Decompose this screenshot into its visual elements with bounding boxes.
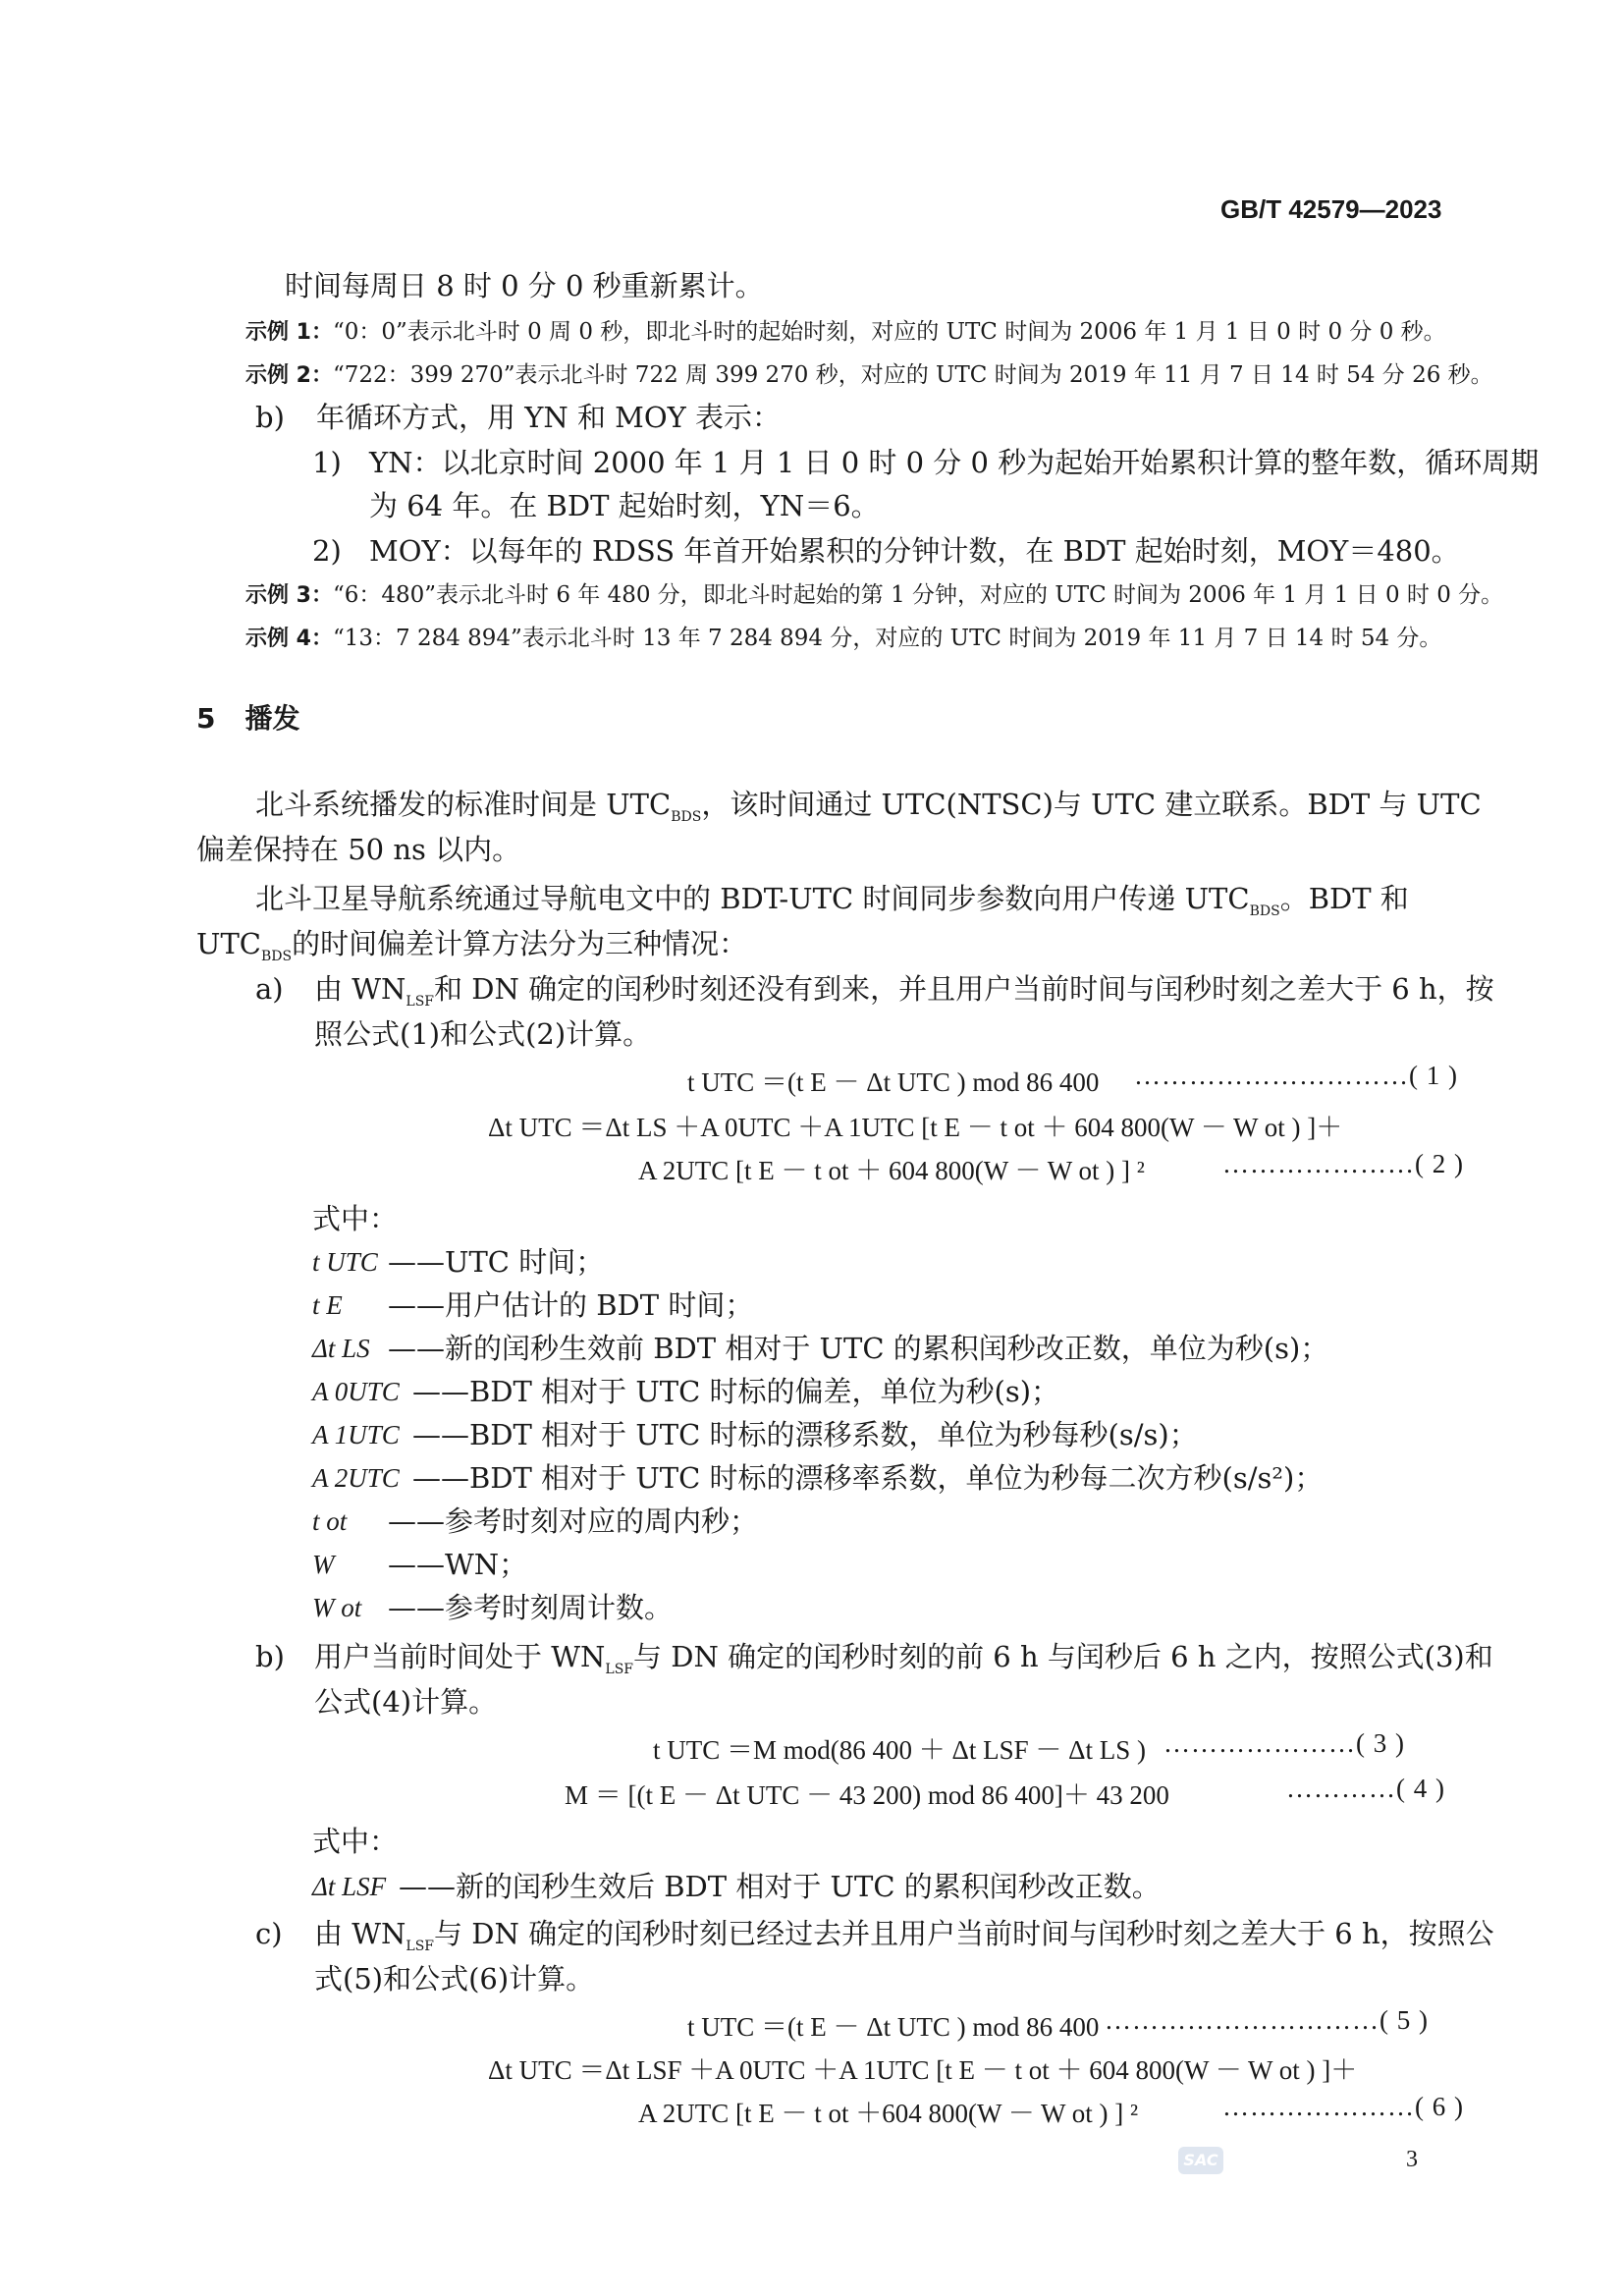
symbol-description: ——WN；: [388, 1548, 528, 1581]
symbol: Δt LSF: [312, 1872, 387, 1901]
paragraph-1-line-1: 北斗系统播发的标准时间是 $UTC_{BDS}$，该时间通过 UTC(NTSC)与 UTC 建立联系。BDT 与 UTC: [255, 788, 1482, 825]
symbol: W: [312, 1550, 335, 1579]
symbol: A 0UTC: [312, 1377, 400, 1406]
symbol-description: ——参考时刻对应的周内秒；: [388, 1504, 759, 1538]
example-text: “13：7 284 894”表示北斗时 13 年 7 284 894 分，对应的 UTC 时间为 2019 年 11 月 7 日 14 时 54 分。: [332, 626, 1442, 651]
formula-4-number: …………( 4 ): [1286, 1774, 1445, 1803]
example-3: [245, 577, 1503, 614]
formula-6-line-2: A 2UTC [t E － t ot ＋604 800(W － W ot ) ] ²: [638, 2099, 1139, 2128]
list-marker-b: b): [255, 1640, 285, 1673]
case-b-line-2: 公式(4)计算。: [314, 1685, 498, 1719]
case-c-line-1: 由 $WN_{LSF}$与 DN 确定的闰秒时刻已经过去并且用户当前时间与闰秒时刻之差大于 6 h，按照公: [314, 1917, 1494, 1954]
formula-6-line-1: Δt UTC ＝Δt LSF ＋A 0UTC ＋A 1UTC [t E － t ot ＋ 604 800(W － W ot ) ]＋: [488, 2055, 1358, 2085]
paragraph-2-line-2: $UTC_{BDS}$的时间偏差计算方法分为三种情况：: [196, 927, 748, 964]
list-marker-a: a): [255, 972, 284, 1006]
formula-3: t UTC ＝M mod(86 400 ＋ Δt LSF － Δt LS ): [653, 1735, 1147, 1765]
symbol: W ot: [312, 1593, 362, 1622]
formula-3-number: …………………( 3 ): [1163, 1728, 1405, 1758]
symbol: t ot: [312, 1506, 348, 1536]
example-text: “6：480”表示北斗时 6 年 480 分，即北斗时起始的第 1 分钟，对应的 UTC 时间为 2006 年 1 月 1 日 0 时 0 分。: [332, 582, 1504, 608]
list-marker-c: c): [255, 1917, 283, 1950]
formula-1: t UTC ＝(t E － Δt UTC ) mod 86 400: [687, 1067, 1100, 1097]
example-4: [245, 621, 1441, 657]
sac-watermark-logo: SAC: [1178, 2147, 1223, 2174]
list-marker-b: b): [255, 401, 285, 434]
moy-line: MOY：以每年的 RDSS 年首开始累积的分钟计数，在 BDT 起始时刻，MOY＝480。: [369, 534, 1460, 568]
symbol-description: ——新的闰秒生效前 BDT 相对于 UTC 的累积闰秒改正数，单位为秒(s)；: [388, 1332, 1329, 1365]
symbol: t E: [312, 1290, 343, 1320]
text-line: 时间每周日 8 时 0 分 0 秒重新累计。: [285, 269, 764, 302]
section-title: 播发: [244, 702, 300, 735]
formula-2-line-1: Δt UTC ＝Δt LS ＋A 0UTC ＋A 1UTC [t E － t ot ＋ 604 800(W － W ot ) ]＋: [488, 1113, 1343, 1142]
section-number: 5: [196, 702, 216, 735]
section-heading: [196, 697, 300, 737]
case-a-line-1: 由 $WN_{LSF}$和 DN 确定的闰秒时刻还没有到来，并且用户当前时间与闰秒时刻之差大于 6 h，按: [314, 972, 1494, 1010]
symbol-description: ——BDT 相对于 UTC 时标的偏差，单位为秒(s)；: [412, 1375, 1060, 1408]
where-label: 式中：: [312, 1825, 399, 1858]
standard-number: GB/T 42579—2023: [1220, 194, 1442, 224]
example-label: 示例 3：: [245, 583, 333, 608]
symbol: A 2UTC: [312, 1463, 400, 1493]
formula-2-number: …………………( 2 ): [1222, 1149, 1464, 1178]
list-text: 年循环方式，用 YN 和 MOY 表示：: [316, 401, 782, 434]
symbol-description: ——新的闰秒生效后 BDT 相对于 UTC 的累积闰秒改正数。: [399, 1870, 1161, 1903]
symbol-description: ——BDT 相对于 UTC 时标的漂移率系数，单位为秒每二次方秒(s/s²)；: [412, 1461, 1324, 1495]
formula-1-number: …………………………( 1 ): [1134, 1061, 1458, 1090]
symbol-description: ——参考时刻周计数。: [388, 1591, 674, 1624]
formula-6-number: …………………( 6 ): [1222, 2092, 1464, 2121]
symbol-description: ——UTC 时间；: [388, 1245, 605, 1279]
symbol: A 1UTC: [312, 1420, 400, 1449]
case-c-line-2: 式(5)和公式(6)计算。: [314, 1962, 595, 1995]
case-b-line-1: 用户当前时间处于 $WN_{LSF}$与 DN 确定的闰秒时刻的前 6 h 与闰秒后 6 h 之内，按照公式(3)和: [314, 1640, 1493, 1677]
example-1: [245, 314, 1446, 351]
symbol-description: ——BDT 相对于 UTC 时标的漂移系数，单位为秒每秒(s/s)；: [412, 1418, 1198, 1451]
example-text: “0：0”表示北斗时 0 周 0 秒，即北斗时的起始时刻，对应的 UTC 时间为 2006 年 1 月 1 日 0 时 0 分 0 秒。: [332, 319, 1446, 345]
formula-2-line-2: A 2UTC [t E － t ot ＋ 604 800(W － W ot ) ] ²: [638, 1156, 1145, 1185]
example-label: 示例 1：: [245, 320, 333, 345]
example-label: 示例 4：: [245, 627, 333, 651]
where-label: 式中：: [312, 1202, 399, 1235]
symbol: Δt LS: [312, 1334, 370, 1363]
paragraph-2-line-1: 北斗卫星导航系统通过导航电文中的 BDT-UTC 时间同步参数向用户传递 $UTC_{BDS}$。BDT 和: [255, 882, 1409, 919]
formula-4: M ＝ [(t E － Δt UTC － 43 200) mod 86 400]＋ 43 200: [565, 1780, 1169, 1810]
sub-marker-1: 1): [312, 446, 342, 479]
yn-line-1: YN：以北京时间 2000 年 1 月 1 日 0 时 0 分 0 秒为起始开始累积计算的整年数，循环周期: [369, 446, 1540, 479]
case-a-line-2: 照公式(1)和公式(2)计算。: [314, 1017, 652, 1051]
yn-line-2: 为 64 年。在 BDT 起始时刻，YN＝6。: [369, 489, 880, 522]
example-2: [245, 357, 1493, 394]
formula-5-number: …………………………( 5 ): [1105, 2005, 1429, 2035]
page-number: 3: [1406, 2147, 1418, 2172]
sub-marker-2: 2): [312, 534, 342, 568]
symbol: t UTC: [312, 1247, 378, 1277]
example-label: 示例 2：: [245, 363, 333, 388]
symbol-description: ——用户估计的 BDT 时间；: [388, 1288, 754, 1322]
paragraph-1-line-2: 偏差保持在 50 ns 以内。: [196, 833, 521, 866]
example-text: “722：399 270”表示北斗时 722 周 399 270 秒，对应的 UTC 时间为 2019 年 11 月 7 日 14 时 54 分 26 秒。: [332, 362, 1493, 388]
formula-5: t UTC ＝(t E － Δt UTC ) mod 86 400: [687, 2012, 1100, 2042]
